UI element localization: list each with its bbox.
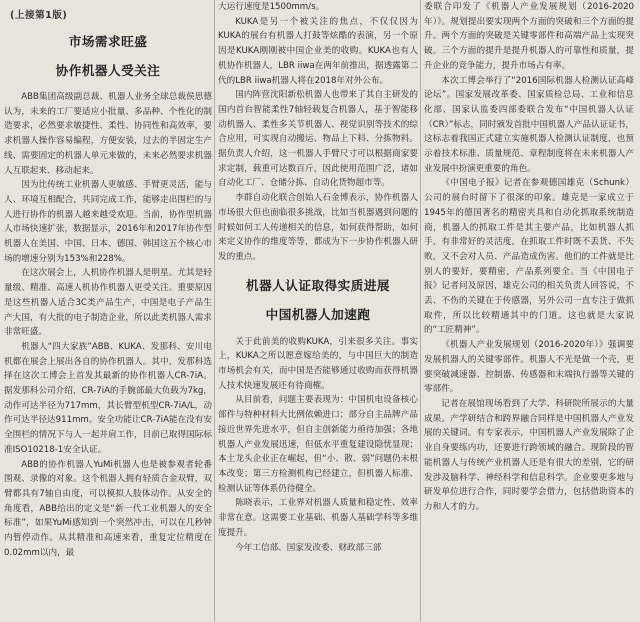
column-divider (420, 0, 421, 622)
column-divider (214, 0, 215, 622)
section-headline-demand: 市场需求旺盛 (68, 34, 148, 49)
paragraph: 《中国电子报》记者在参观德国雄克（Schunk）公司的展台时留下了很深的印象。雄克是一家成立于1945年的德国著名的精密夹具和自动化抓取系统制造商，机器人的抓取工件是其主要产品，比如机器人抓手，有非常好的灵活度，在抓取工件时既不丢货、不失败，又不会对人员、产品造成伤害。他们的工件就是比别人的要好，要精密，产品系列要全。当《中国电子报》记者问及原因，雄克公司的相关负责人回答说，不丢、不伤的关键在于传感器，另外公司一直专注于做抓取件，所以比较精通其中的门道。这也就是大家说的“工匠精神”。 (424, 178, 634, 336)
paragraph: 李群自动化联合创始人石金博表示，协作机器人市场很大但也面临很多挑战，比如当机器遇到问题的时候如何工人传递相关的信息，如何获得帮助，如何来定义协作的维度等等，都成为下一步协作机器人研发的重点。 (218, 193, 418, 262)
paragraph: 委联合印发了《机器人产业发展规划（2016-2020年）》。规划提出要实现两个方面的突破和三个方面的提升。两个方面的突破是关键零部件和高端产品上实现突破。三个方面的提升是提升机器人的可靠性和质量，提升企业的竞争能力，提升市场占有率。 (424, 2, 634, 71)
section-headline-certification: 机器人认证取得实质进展 (245, 277, 391, 293)
paragraph: 关于此前美的收购KUKA，引来很多关注。事实上，KUKA之所以愿意嫁给美的，与中国巨大的制造市场机会有关，而中国是否能够通过收购而获得机器人技术快速发展还有待商榷。 (218, 336, 418, 391)
section-subheadline-china-robots: 中国机器人加速跑 (265, 306, 371, 322)
paragraph: 在这次展会上，人机协作机器人是明星。尤其是轻量级、精准、高速人机协作机器人更受关注。重要原因是这些机器人适合3C类产品生产，中国是电子产品生产大国，有大批的电子制造企业，所以此类机器人需求非常旺盛。 (4, 268, 212, 338)
paragraph: 今年工信部、国家发改委、财政部三部 (235, 542, 382, 553)
paragraph: 从目前看，问题主要表现为：中国机电设备核心部件与特种材料大比例依赖进口；部分自主品牌产品接近世界先进水平，但自主创新能力亟待加强；各地机器人产业发展迅速，但低水平重复建设隐忧显现；本土龙头企业正在崛起，但“小、散、弱”问题仍未根本改变；第三方检测机构已经建立，但机器人标准、检测认证等体系仍待健全。 (218, 395, 418, 494)
paragraph: 本次工博会举行了“2016国际机器人检测认证高峰论坛”。国家发展改革委、国家质检总局、工业和信息化部、国家认监委四部委联合发布“中国机器人认证（CR）”标志，同时颁发首批中国机器人产品认证证书，这标志着我国正式建立实施机器人检测认证制度，也预示着技术标准、质量规范、章程制度将在未来机器人产业发展中扮演更重要的角色。 (424, 75, 634, 174)
article-column-3 (424, 0, 634, 622)
paragraph: 大运行速度是1500mm/s。 (218, 2, 325, 12)
section-subheadline-cobots: 协作机器人受关注 (55, 63, 161, 78)
article-column-2 (218, 0, 418, 622)
paragraph: 记者在展馆现场看到了大学、科研院所展示的大量成果。产学研结合和跨界融合同样是中国机器人产业发展的关键词。有专家表示，中国机器人产业发展除了企业自身要练内功，还要进行跨领域的融合。现阶段的智能机器人与传统产业机器人还是有很大的差别，它的研发涉及脑科学、神经科学和信息科学。企业要更多地与研发单位进行合作，同时要学会借力，包括借助资本的力和人才的力。 (424, 398, 634, 512)
paragraph: 国内阵营沈阳新松机器人也带来了其自主研发的国内首台智能柔性7轴轻载复合机器人，基于智能移动机器人、柔性多关节机器人、视觉识别等技术的综合应用，可实现自动搬运、物品上下料、分拣物料。据负责人介绍，这一机器人手臂尺寸可以根据商家要求定制，载重可达数百斤，因此使用范围广泛，诸如自动化工厂、仓储分拣、自动化货物超市等。 (218, 90, 418, 189)
paragraph: 《机器人产业发展规划（2016-2020年）》强调要发展机器人的关键零部件。机器人不光是做一个壳，更要突破减速器、控制器、传感器和末端执行器等关键的零部件。 (424, 340, 634, 395)
paragraph: 机器人“四大家族”ABB、KUKA、发那科、安川电机都在展会上展出各自的协作机器人。其中，发那科选择在这次工博会上首发其最新的协作机器人CR-7iA。据发那科公司介绍，CR-7iA的手腕部最大负载为7kg，动作可达半径为717mm，其长臂型机型CR-7iA/L，动作可达半径达911mm。安全功能让CR-7iA能在没有安全围栏的情况下与人一起并肩工作，目前已取得国际标准ISO10218-1安全认证。 (4, 341, 212, 455)
article-column-1 (4, 0, 212, 622)
continued-from-tag: (上接第1版) (10, 10, 68, 21)
paragraph: KUKA是另一个被关注的焦点，不仅仅因为KUKA的展台有机器人打鼓等炫酷的表演，另一个原因是KUKA刚刚被中国企业美的收购。KUKA也有人机协作机器人，LBR iiwa在两年前推出，据透露第二代的LBR iiwa机器人将在2018年对外公布。 (218, 16, 418, 86)
paragraph: ABB的协作机器人YuMi机器人也是被参观者轮番围观、录像的对象。这个机器人拥有轻质合金双臂，双臂都具有7轴自由度，可以模拟人肢体动作。从安全的角度看，ABB给出的定义是“新一代工业机器人的安全标准”，如果YuMi感知到一个突然冲击，可以在几秒钟内暂停动作。从其精准和高速来看，重复定位精度在0.02mm以内，最 (4, 459, 212, 558)
paragraph: ABB集团高级副总裁、机器人业务全球总裁侯思德认为，未来的工厂要适应小批量、多品种、个性化的制造要求，必然要求敏捷性、柔性、协同性和高效率，要求机器人操作容易编程，方便安装，过去的半固定生产线、需要固定的机器人单元来做的，未来必然要求机器人互联起来、移动起来。 (4, 92, 212, 176)
paragraph: 因为比传统工业机器人更敏感、手臂更灵活，能与人、环境互相配合，共同完成工作，能够走出围栏的与人进行协作的机器人越来越受欢迎。当前，协作型机器人市场快速扩张，数据显示，2016年和2017年协作型机器人在美国、中国、日本、德国、韩国这五个核心市场的增速分别为153%和228%。 (4, 180, 212, 264)
paragraph: 陈晓表示，工业界对机器人质量和稳定性、效率非常在意。这需要工业基础、机器人基础学科等多维度提升。 (218, 498, 418, 538)
